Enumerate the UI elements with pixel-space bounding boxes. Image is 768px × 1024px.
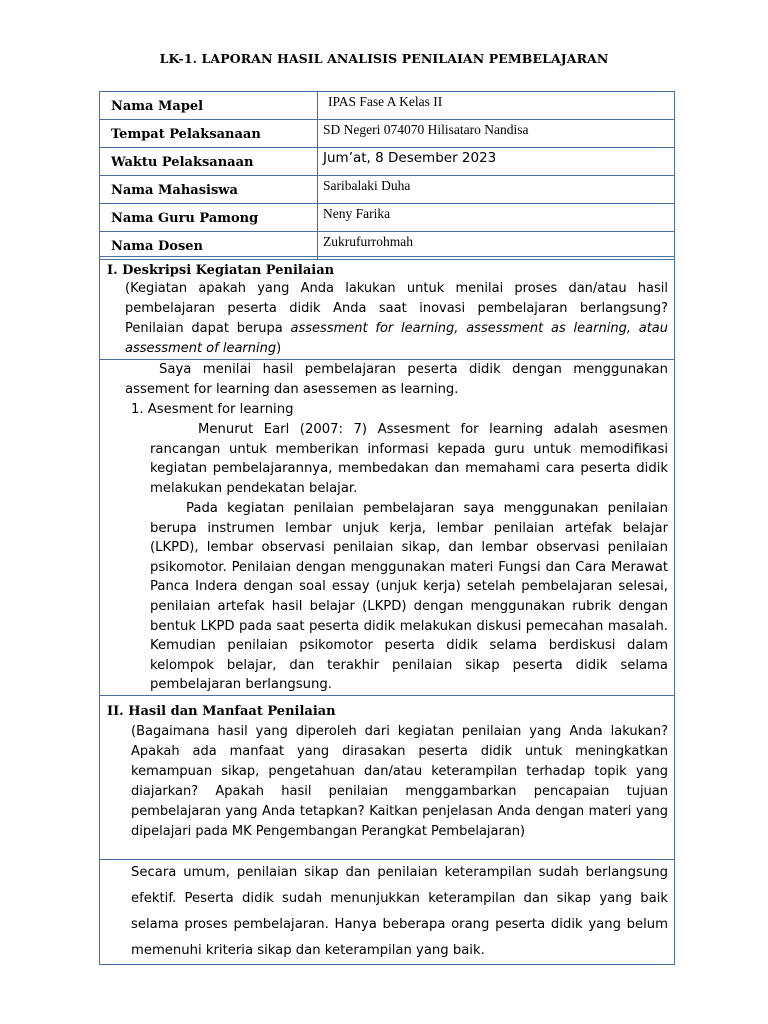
section2-answer-box: [99, 859, 675, 965]
label-waktu-pelaksanaan: Waktu Pelaksanaan: [100, 148, 318, 176]
label-nama-dosen: Nama Dosen: [100, 232, 318, 260]
value-nama-dosen: Zukrufurrohmah: [318, 232, 675, 260]
identity-row-mapel: [100, 92, 675, 120]
page-title: LK-1. LAPORAN HASIL ANALISIS PENILAIAN PEMBELAJARAN: [159, 51, 609, 66]
section1-prompt: [125, 279, 668, 359]
section1-answer-item1: 1. Asesment for learning: [131, 402, 294, 417]
label-nama-guru-pamong: Nama Guru Pamong: [100, 204, 318, 232]
value-tempat-pelaksanaan: SD Negeri 074070 Hilisataro Nandisa: [318, 120, 675, 148]
section1-prompt-text: (Kegiatan apakah yang Anda lakukan untuk menilai proses dan/atau hasil pembelajaran peserta didik Anda saat inovasi pembelajaran berlangsung? Penilaian dapat berupa: [125, 281, 668, 336]
section2-heading: II. Hasil dan Manfaat Penilaian: [107, 704, 336, 719]
label-nama-mahasiswa: Nama Mahasiswa: [100, 176, 318, 204]
section1-answer-box: [99, 359, 675, 696]
identity-row-mahasiswa: [100, 176, 675, 204]
identity-row-waktu: [100, 148, 675, 176]
label-tempat-pelaksanaan: Tempat Pelaksanaan: [100, 120, 318, 148]
section1-answer-p2: Pada kegiatan penilaian pembelajaran saya menggunakan penilaian berupa instrumen lembar unjuk kerja, lembar penilaian artefak belajar (LKPD), lembar observasi penilaian sikap, dan lembar observasi penilaian psikomotor. Penilaian dengan menggunakan materi Fungsi dan Cara Merawat Panca Indera dengan soal essay (unjuk kerja) setelah pembelajaran selesai, penilaian artefak hasil belajar (LKPD) dengan menggunakan rubrik dengan bentuk LKPD pada saat peserta didik melakukan diskusi pemecahan masalah. Kemudian penilaian psikomotor peserta didik selama berdiskusi dalam kelompok belajar, dan terakhir penilaian sikap peserta didik selama pembelajaran berlangsung.: [150, 501, 668, 693]
value-nama-guru-pamong: Neny Farika: [318, 204, 675, 232]
section1-answer-p1: Menurut Earl (2007: 7) Assesment for learning adalah asesmen rancangan untuk memberikan informasi kepada guru untuk memodifikasi kegiatan pembelajarannya, membedakan dan memahami cara peserta didik melakukan pendekatan belajar.: [150, 422, 668, 496]
section2-answer: Secara umum, penilaian sikap dan penilaian keterampilan sudah berlangsung efektif. Peserta didik sudah menunjukkan keterampilan dan sikap yang baik selama proses pembelajaran. Hanya beberapa orang peserta didik yang belum memenuhi kriteria sikap dan keterampilan yang baik.: [131, 865, 668, 958]
identity-row-guru-pamong: [100, 204, 675, 232]
section2-prompt: (Bagaimana hasil yang diperoleh dari kegiatan penilaian yang Anda lakukan? Apakah ada manfaat yang dirasakan peserta didik untuk meningkatkan kemampuan sikap, pengetahuan dan/atau keterampilan terhadap topik yang diajarkan? Apakah hasil penilaian menggambarkan pencapaian tujuan pembelajaran yang Anda tetapkan? Kaitkan penjelasan Anda dengan materi yang dipelajari pada MK Pengembangan Perangkat Pembelajaran): [131, 724, 668, 839]
section2-prompt-box: [99, 695, 675, 860]
label-nama-mapel: Nama Mapel: [100, 92, 318, 120]
value-nama-mahasiswa: Saribalaki Duha: [318, 176, 675, 204]
section1-prompt-box: [99, 256, 675, 360]
section1-answer-intro: Saya menilai hasil pembelajaran peserta didik dengan menggunakan assement for learning dan asessemen as learning.: [125, 362, 668, 397]
identity-row-tempat: [100, 120, 675, 148]
value-waktu-pelaksanaan: Jum’at, 8 Desember 2023: [318, 148, 675, 176]
identity-table: [99, 91, 675, 260]
section1-prompt-italic: assessment for learning, assessment as learning, atau assessment of learning: [125, 321, 668, 356]
value-nama-mapel: IPAS Fase A Kelas II: [318, 92, 675, 120]
section1-heading: I. Deskripsi Kegiatan Penilaian: [107, 263, 335, 278]
section1-prompt-end: ): [276, 341, 282, 356]
